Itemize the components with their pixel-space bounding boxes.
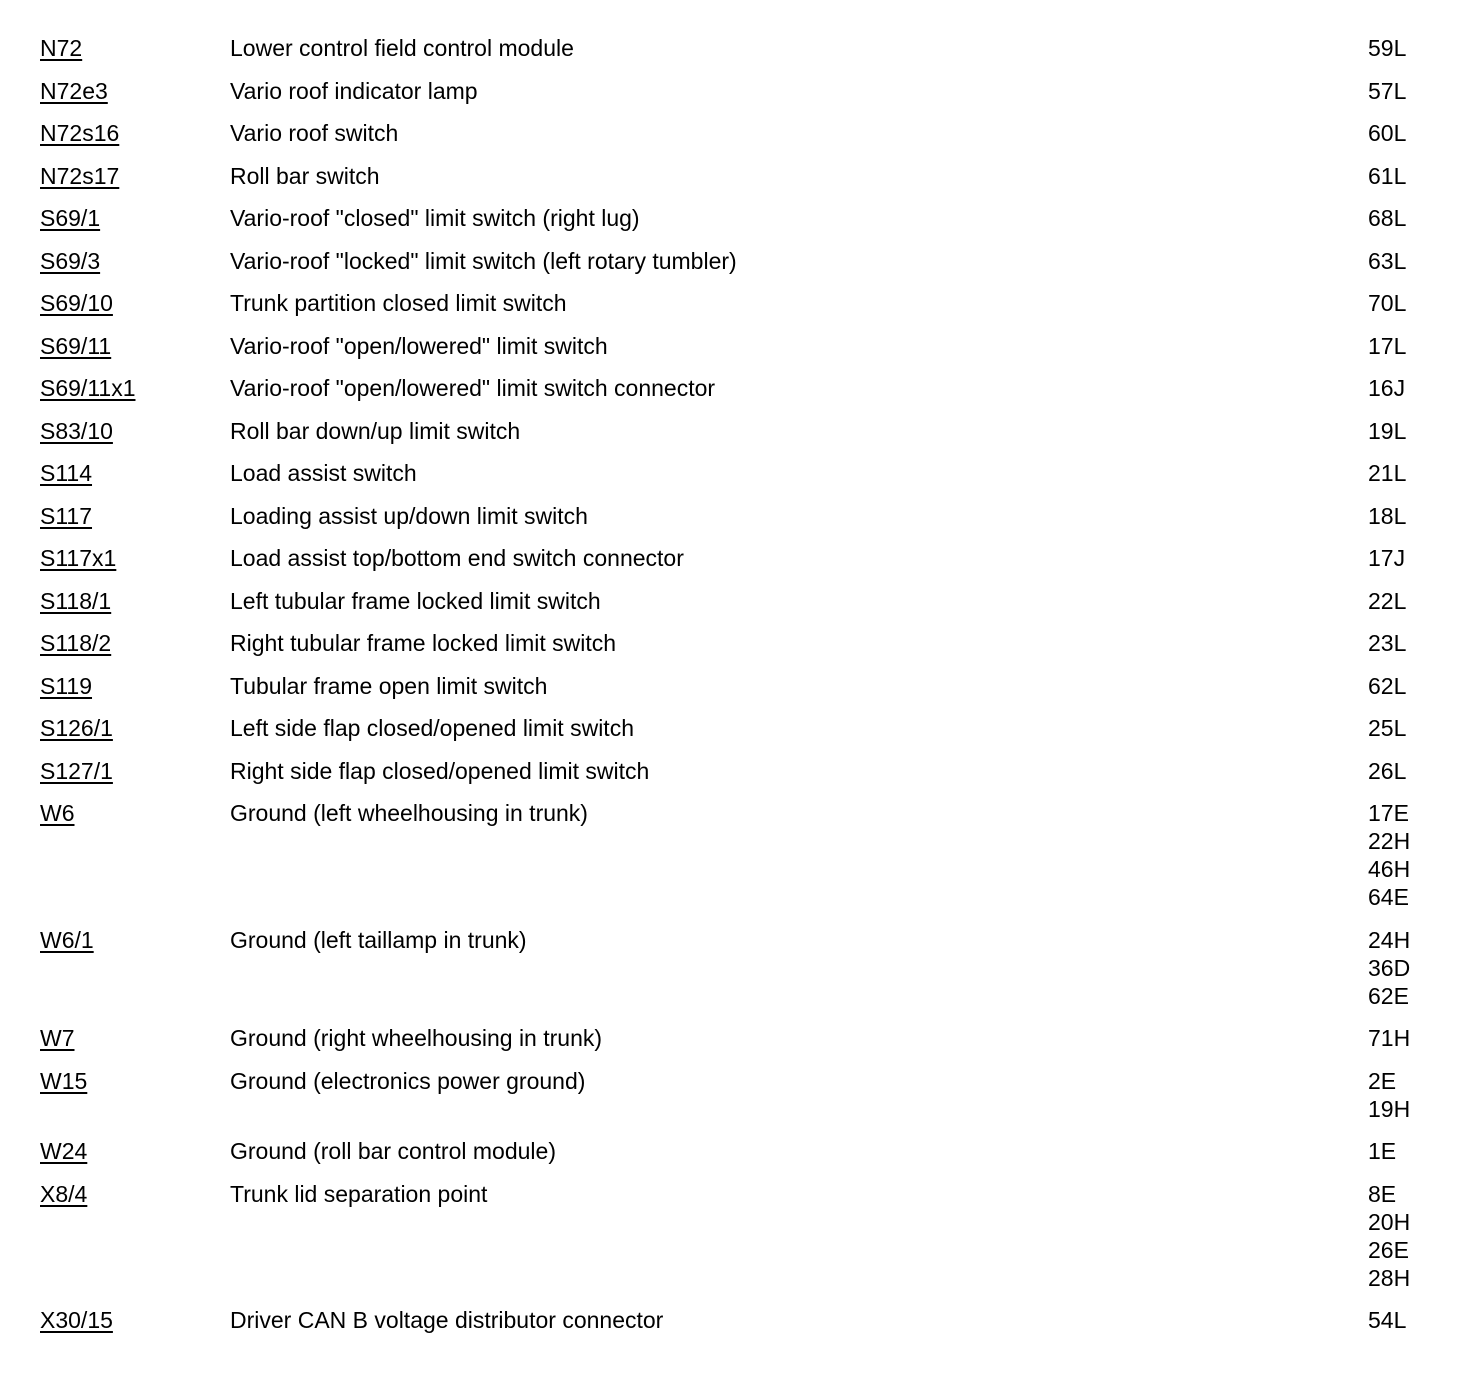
component-code-link[interactable]: S118/1 xyxy=(40,587,112,614)
legend-row xyxy=(40,502,1440,530)
component-description: Vario-roof "closed" limit switch (right lug) xyxy=(230,205,640,231)
component-code-link[interactable]: S69/10 xyxy=(40,290,113,316)
grid-locations xyxy=(1368,204,1440,232)
grid-location: 62E xyxy=(1368,982,1409,1009)
grid-location: 18L xyxy=(1368,502,1407,529)
grid-location: 70L xyxy=(1368,290,1407,316)
component-description: Ground (right wheelhousing in trunk) xyxy=(230,1025,603,1051)
component-description: Trunk partition closed limit switch xyxy=(230,290,567,316)
grid-location: 57L xyxy=(1368,77,1407,104)
grid-locations xyxy=(1368,587,1440,615)
legend-row xyxy=(40,926,1440,1010)
component-code-link[interactable]: W6 xyxy=(40,800,75,826)
component-code-link[interactable]: S114 xyxy=(40,460,93,486)
component-description: Right side flap closed/opened limit switch xyxy=(230,757,650,784)
grid-locations xyxy=(1368,544,1440,572)
grid-locations xyxy=(1368,1306,1440,1334)
component-description: Roll bar switch xyxy=(230,162,380,189)
component-code-link[interactable]: S126/1 xyxy=(40,715,113,741)
legend-row xyxy=(40,587,1440,615)
legend-row xyxy=(40,34,1440,62)
grid-locations xyxy=(1368,1137,1440,1165)
grid-locations xyxy=(1368,757,1440,785)
grid-location: 26L xyxy=(1368,757,1407,784)
component-description: Ground (left taillamp in trunk) xyxy=(230,926,527,953)
grid-locations xyxy=(1368,459,1440,487)
grid-locations xyxy=(1368,1024,1440,1052)
grid-location: 20H xyxy=(1368,1208,1411,1235)
grid-location: 24H xyxy=(1368,926,1411,953)
component-code-link[interactable]: W24 xyxy=(40,1138,88,1164)
component-code-link[interactable]: X30/15 xyxy=(40,1307,113,1333)
component-description: Trunk lid separation point xyxy=(230,1180,488,1207)
grid-location: 71H xyxy=(1368,1025,1411,1051)
component-description: Left tubular frame locked limit switch xyxy=(230,587,601,614)
component-code-link[interactable]: N72 xyxy=(40,35,83,61)
grid-locations xyxy=(1368,672,1440,700)
component-description: Driver CAN B voltage distributor connector xyxy=(230,1307,664,1333)
grid-locations xyxy=(1368,77,1440,105)
component-legend xyxy=(40,34,1440,1349)
grid-location: 59L xyxy=(1368,35,1407,61)
component-description: Vario-roof "open/lowered" limit switch xyxy=(230,332,608,359)
legend-row xyxy=(40,757,1440,785)
grid-location: 46H xyxy=(1368,856,1411,882)
component-description: Roll bar down/up limit switch xyxy=(230,417,521,444)
legend-row xyxy=(40,77,1440,105)
grid-locations xyxy=(1368,34,1440,62)
grid-locations xyxy=(1368,247,1440,275)
component-description: Loading assist up/down limit switch xyxy=(230,502,588,529)
grid-locations xyxy=(1368,1067,1440,1123)
grid-location: 68L xyxy=(1368,205,1407,231)
component-code-link[interactable]: W7 xyxy=(40,1025,75,1051)
legend-row xyxy=(40,417,1440,445)
component-code-link[interactable]: S69/3 xyxy=(40,247,101,274)
grid-location: 26E xyxy=(1368,1236,1409,1263)
component-description: Vario-roof "locked" limit switch (left rotary tumbler) xyxy=(230,247,737,274)
grid-locations xyxy=(1368,119,1440,147)
component-code-link[interactable]: W6/1 xyxy=(40,926,94,953)
grid-locations xyxy=(1368,714,1440,742)
legend-row xyxy=(40,162,1440,190)
grid-locations xyxy=(1368,1180,1440,1292)
grid-location: 22L xyxy=(1368,587,1407,614)
grid-location: 19H xyxy=(1368,1095,1411,1122)
legend-row xyxy=(40,799,1440,911)
grid-locations xyxy=(1368,926,1440,1010)
grid-location: 2E xyxy=(1368,1067,1397,1094)
component-code-link[interactable]: S127/1 xyxy=(40,757,113,784)
legend-row xyxy=(40,714,1440,742)
grid-location: 36D xyxy=(1368,954,1411,981)
component-description: Right tubular frame locked limit switch xyxy=(230,630,617,656)
legend-row xyxy=(40,1180,1440,1292)
component-description: Lower control field control module xyxy=(230,35,574,61)
grid-location: 22H xyxy=(1368,828,1411,854)
component-description: Tubular frame open limit switch xyxy=(230,672,548,699)
component-code-link[interactable]: S69/1 xyxy=(40,205,101,231)
component-description: Load assist switch xyxy=(230,460,417,486)
legend-row xyxy=(40,119,1440,147)
grid-locations xyxy=(1368,417,1440,445)
grid-location: 54L xyxy=(1368,1307,1407,1333)
component-code-link[interactable]: S118/2 xyxy=(40,630,112,656)
component-code-link[interactable]: W15 xyxy=(40,1067,88,1094)
grid-locations xyxy=(1368,289,1440,317)
legend-row xyxy=(40,1067,1440,1123)
legend-row xyxy=(40,1306,1440,1334)
component-description: Ground (roll bar control module) xyxy=(230,1138,556,1164)
grid-location: 21L xyxy=(1368,460,1407,486)
legend-row xyxy=(40,247,1440,275)
grid-locations xyxy=(1368,799,1440,911)
legend-row xyxy=(40,374,1440,402)
component-description: Vario-roof "open/lowered" limit switch connector xyxy=(230,375,716,401)
grid-locations xyxy=(1368,502,1440,530)
grid-locations xyxy=(1368,162,1440,190)
component-description: Vario roof switch xyxy=(230,120,399,146)
grid-location: 64E xyxy=(1368,884,1409,910)
grid-location: 1E xyxy=(1368,1138,1397,1164)
grid-locations xyxy=(1368,629,1440,657)
grid-location: 16J xyxy=(1368,375,1406,401)
legend-row xyxy=(40,459,1440,487)
component-description: Load assist top/bottom end switch connector xyxy=(230,545,684,571)
grid-location: 19L xyxy=(1368,417,1407,444)
component-code-link[interactable]: S69/11 xyxy=(40,332,112,359)
grid-location: 63L xyxy=(1368,247,1407,274)
legend-row xyxy=(40,332,1440,360)
component-description: Left side flap closed/opened limit switch xyxy=(230,715,634,741)
grid-location: 17E xyxy=(1368,800,1409,826)
component-description: Vario roof indicator lamp xyxy=(230,77,478,104)
component-description: Ground (electronics power ground) xyxy=(230,1067,586,1094)
legend-row xyxy=(40,629,1440,657)
component-code-link[interactable]: N72s16 xyxy=(40,120,120,146)
component-code-link[interactable]: X8/4 xyxy=(40,1180,88,1207)
component-code-link[interactable]: N72s17 xyxy=(40,162,120,189)
component-description: Ground (left wheelhousing in trunk) xyxy=(230,800,588,826)
grid-location: 25L xyxy=(1368,715,1407,741)
grid-location: 28H xyxy=(1368,1264,1411,1291)
grid-location: 61L xyxy=(1368,162,1407,189)
component-code-link[interactable]: S117x1 xyxy=(40,545,117,571)
component-code-link[interactable]: S119 xyxy=(40,672,93,699)
legend-row xyxy=(40,672,1440,700)
grid-locations xyxy=(1368,332,1440,360)
grid-location: 23L xyxy=(1368,630,1407,656)
grid-location: 17L xyxy=(1368,332,1407,359)
grid-location: 60L xyxy=(1368,120,1407,146)
legend-row xyxy=(40,289,1440,317)
legend-row xyxy=(40,1137,1440,1165)
component-code-link[interactable]: S117 xyxy=(40,502,93,529)
grid-location: 62L xyxy=(1368,672,1407,699)
legend-row xyxy=(40,204,1440,232)
component-code-link[interactable]: S83/10 xyxy=(40,417,113,444)
legend-row xyxy=(40,544,1440,572)
component-code-link[interactable]: N72e3 xyxy=(40,77,108,104)
grid-locations xyxy=(1368,374,1440,402)
grid-location: 17J xyxy=(1368,545,1406,571)
grid-location: 8E xyxy=(1368,1180,1397,1207)
legend-row xyxy=(40,1024,1440,1052)
component-code-link[interactable]: S69/11x1 xyxy=(40,375,136,401)
